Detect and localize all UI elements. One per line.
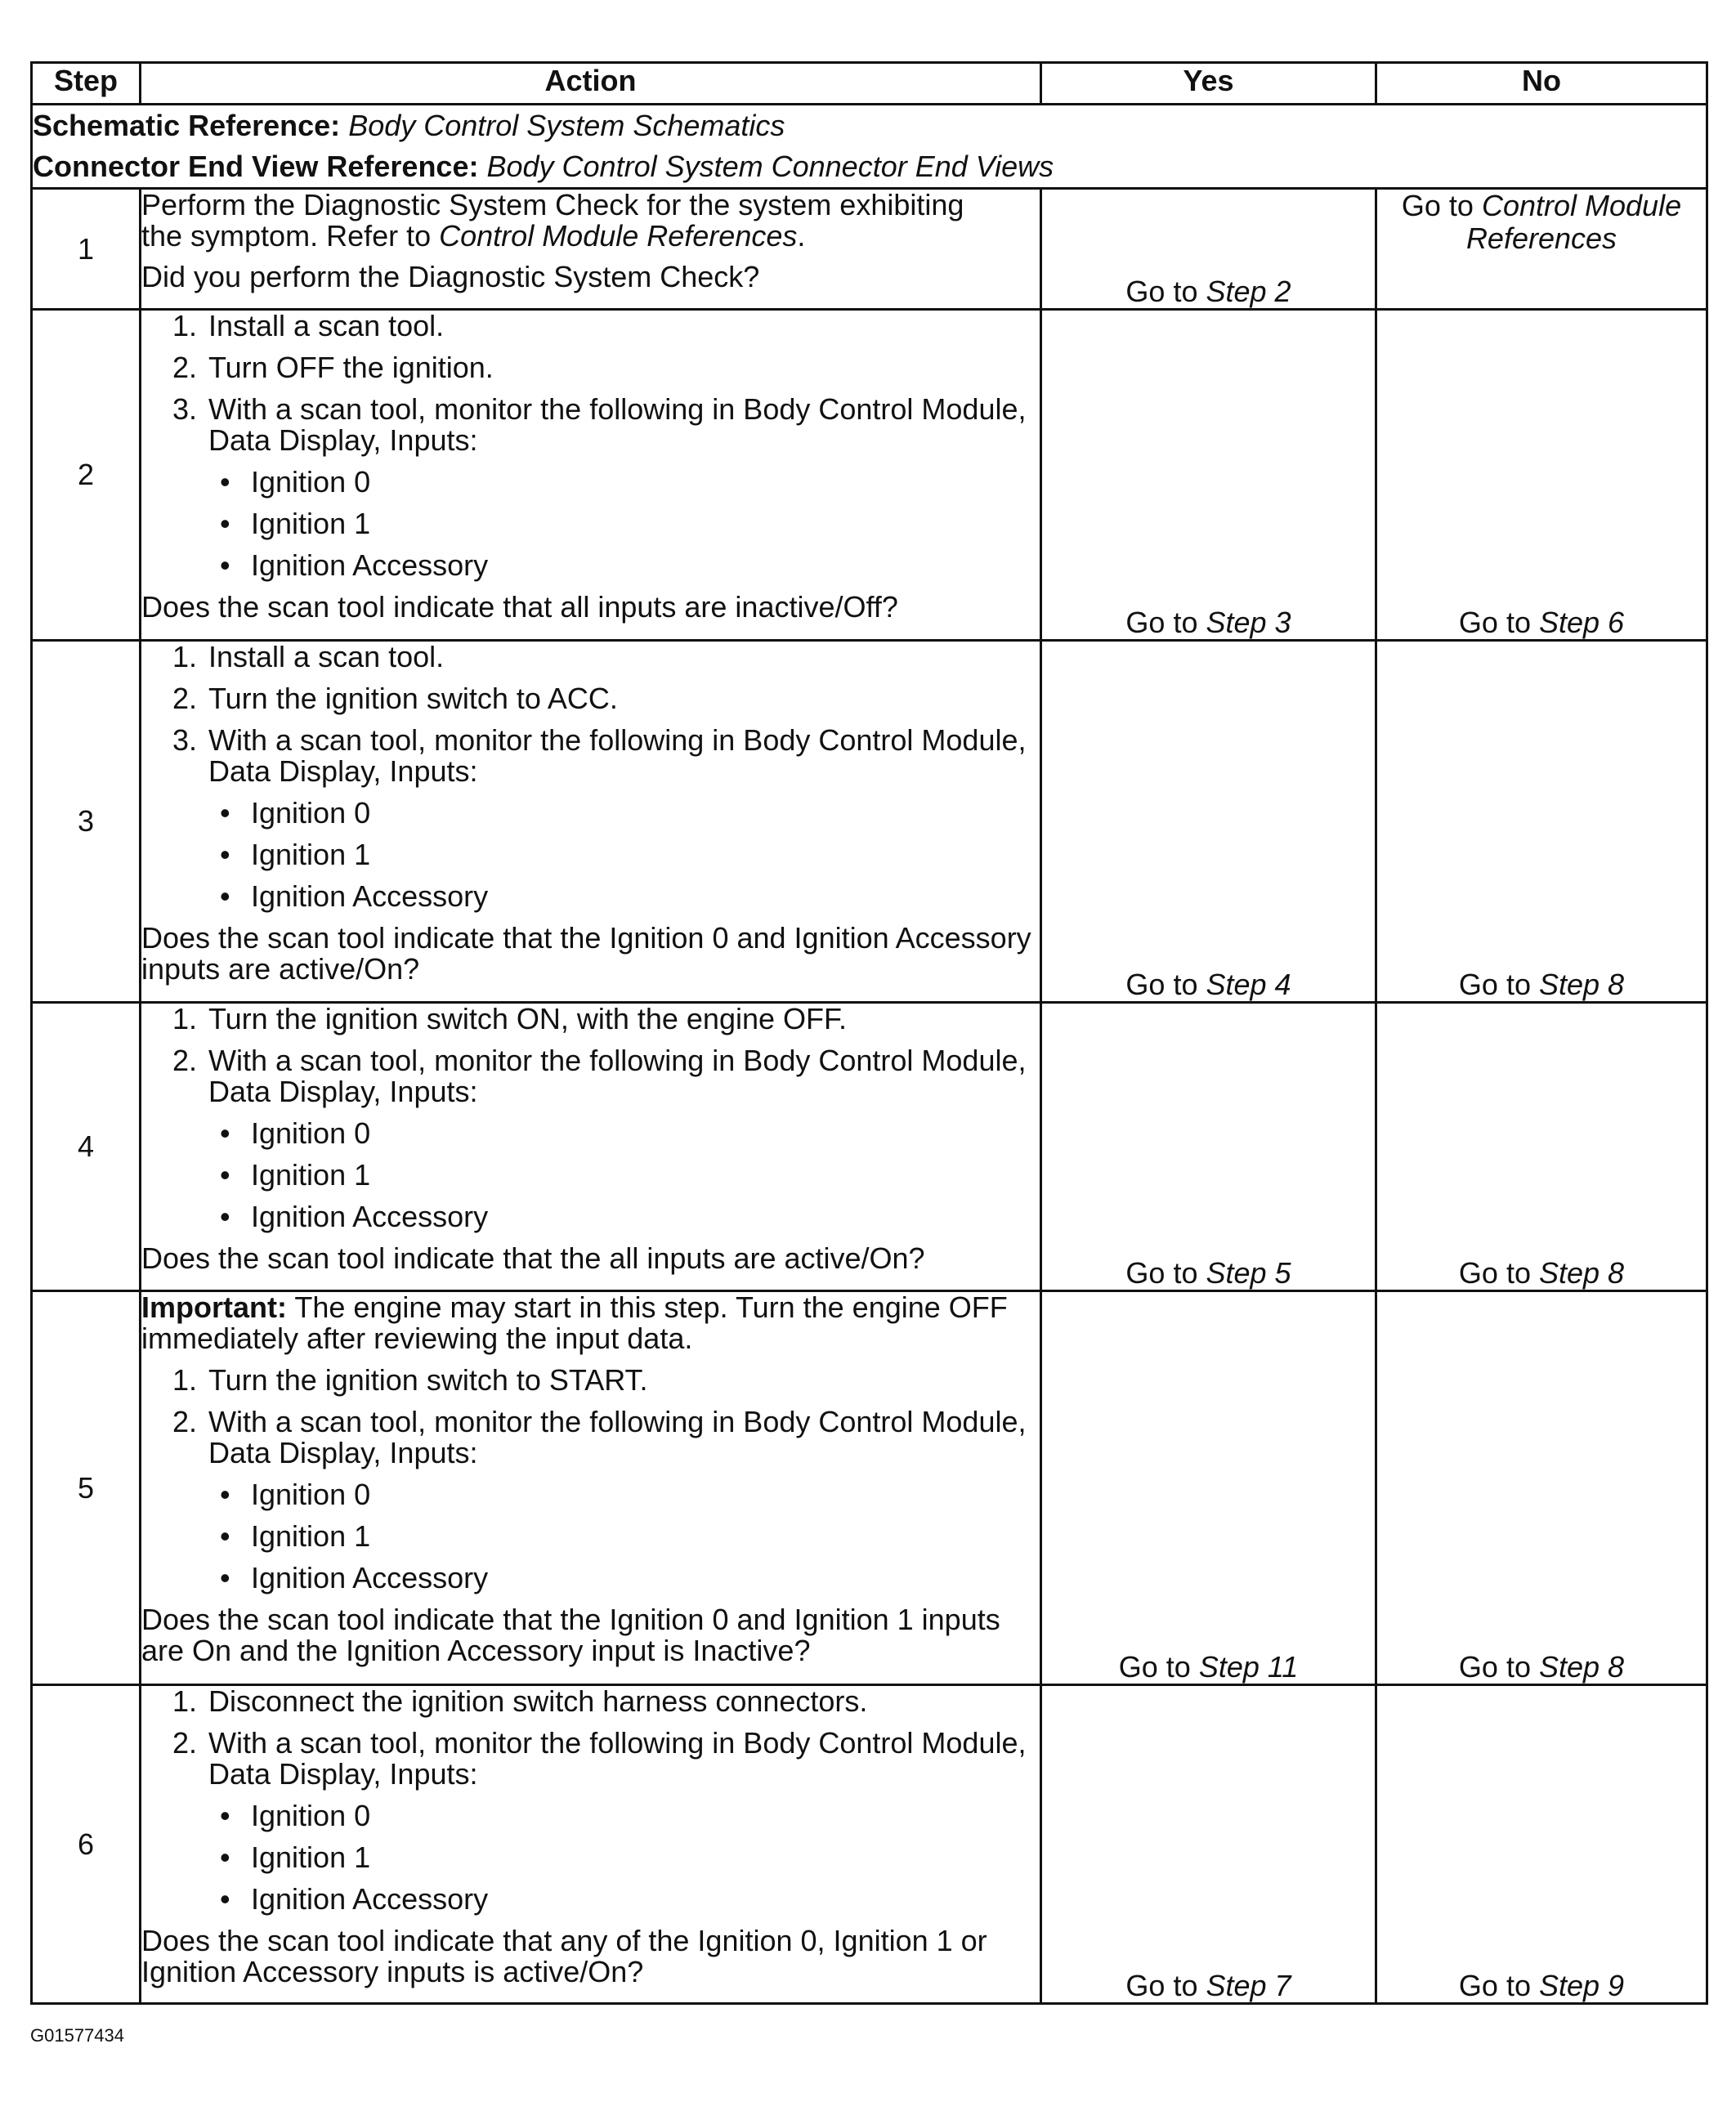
yes-step-link[interactable]: Step 2 [1206, 275, 1291, 308]
schematic-reference [33, 105, 1706, 146]
bullet-item: • Ignition Accessory [220, 1882, 489, 1916]
table-row [32, 1291, 1707, 1685]
yes-cell: Go to Step 2 [1041, 189, 1376, 310]
step-number: 1 [32, 189, 141, 310]
bullet-item: • Ignition Accessory [220, 1561, 489, 1594]
bullet-item: • Ignition 1 [220, 838, 371, 871]
reference-cell [32, 105, 1707, 189]
no-cell: Go to Step 8 [1376, 1003, 1707, 1291]
bullet-item: • Ignition 1 [220, 1519, 371, 1553]
yes-step-link[interactable]: Step 5 [1206, 1256, 1291, 1290]
step-question: Does the scan tool indicate that the Ignition 0 and Ignition 1 inputs are On and the Ignition Accessory input is Inactive? [141, 1603, 1000, 1667]
action-cell [141, 641, 1041, 1003]
action-cell [141, 1003, 1041, 1291]
step-number: 5 [32, 1291, 141, 1685]
table-row [32, 1003, 1707, 1291]
no-step-link[interactable]: Step 8 [1538, 1650, 1625, 1684]
step-number: 6 [32, 1685, 141, 2004]
list-item: 2. With a scan tool, monitor the following in Body Control Module, Data Display, Inputs: [172, 1726, 1027, 1791]
no-cell: Go to Step 9 [1376, 1685, 1707, 2004]
step-question: Does the scan tool indicate that any of the Ignition 0, Ignition 1 or Ignition Accessory inputs is active/On? [141, 1924, 987, 1988]
no-step-link[interactable]: Step 8 [1538, 1256, 1625, 1290]
no-cell: Go to Control Module References [1376, 189, 1707, 310]
header-yes: Yes [1041, 63, 1376, 105]
header-action: Action [141, 63, 1041, 105]
yes-cell: Go to Step 7 [1041, 1685, 1376, 2004]
no-step-link[interactable]: Step 6 [1538, 606, 1625, 639]
action-text: Perform the Diagnostic System Check for the system exhibiting the symptom. Refer to Control Module References. [141, 188, 964, 253]
bullet-item: • Ignition Accessory [220, 879, 489, 913]
no-cell: Go to Step 8 [1376, 1291, 1707, 1685]
list-item: 3. With a scan tool, monitor the following in Body Control Module, Data Display, Inputs: [172, 392, 1027, 457]
list-item: 1. Turn the ignition switch to START. [172, 1363, 648, 1397]
header-row [32, 63, 1707, 105]
bullet-item: • Ignition 0 [220, 796, 371, 830]
no-step-link[interactable]: Control Module References [1465, 189, 1682, 255]
connector-label: Connector End View Reference: [33, 150, 479, 183]
action-cell [141, 1291, 1041, 1685]
action-cell [141, 310, 1041, 641]
no-cell: Go to Step 6 [1376, 310, 1707, 641]
control-module-references-link[interactable]: Control Module References [439, 219, 798, 253]
bullet-item: • Ignition 0 [220, 1116, 371, 1150]
figure-id: G01577434 [30, 2025, 124, 2046]
yes-cell: Go to Step 5 [1041, 1003, 1376, 1291]
list-item: 3. With a scan tool, monitor the following in Body Control Module, Data Display, Inputs: [172, 723, 1027, 788]
header-no: No [1376, 63, 1707, 105]
schematic-label: Schematic Reference: [33, 109, 341, 142]
bullet-item: • Ignition Accessory [220, 1200, 489, 1233]
step-question: Does the scan tool indicate that all inputs are inactive/Off? [141, 590, 898, 624]
no-step-link[interactable]: Step 9 [1538, 1969, 1625, 2002]
table-row [32, 310, 1707, 641]
action-cell [141, 1685, 1041, 2004]
step-number: 3 [32, 641, 141, 1003]
yes-step-link[interactable]: Step 11 [1198, 1650, 1299, 1684]
list-item: 1. Install a scan tool. [172, 640, 445, 673]
list-item: 1. Install a scan tool. [172, 309, 445, 342]
yes-cell: Go to Step 11 [1041, 1291, 1376, 1685]
step-question: Does the scan tool indicate that the all inputs are active/On? [141, 1241, 925, 1275]
list-item: 2. Turn the ignition switch to ACC. [172, 682, 618, 715]
yes-step-link[interactable]: Step 3 [1206, 606, 1291, 639]
reference-row [32, 105, 1707, 189]
step-question: Did you perform the Diagnostic System Check? [141, 260, 760, 293]
yes-cell: Go to Step 3 [1041, 310, 1376, 641]
list-item: 2. With a scan tool, monitor the following in Body Control Module, Data Display, Inputs: [172, 1405, 1027, 1469]
step-question: Does the scan tool indicate that the Ignition 0 and Ignition Accessory inputs are active/On? [141, 921, 1031, 986]
action-cell [141, 189, 1041, 310]
list-item: 1. Turn the ignition switch ON, with the engine OFF. [172, 1002, 848, 1035]
table-row [32, 189, 1707, 310]
connector-link[interactable]: Body Control System Connector End Views [486, 150, 1054, 183]
step-number: 2 [32, 310, 141, 641]
bullet-item: • Ignition 1 [220, 1158, 371, 1192]
list-item: 1. Disconnect the ignition switch harness connectors. [172, 1684, 868, 1718]
connector-reference [33, 146, 1706, 187]
table-row [32, 641, 1707, 1003]
step-number: 4 [32, 1003, 141, 1291]
bullet-item: • Ignition 0 [220, 465, 371, 499]
list-item: 2. Turn OFF the ignition. [172, 351, 494, 384]
yes-cell: Go to Step 4 [1041, 641, 1376, 1003]
bullet-item: • Ignition 1 [220, 507, 371, 540]
schematic-link[interactable]: Body Control System Schematics [348, 109, 785, 142]
diagnostic-table [30, 61, 1708, 2005]
yes-step-link[interactable]: Step 4 [1206, 968, 1291, 1001]
table-row [32, 1685, 1707, 2004]
no-step-link[interactable]: Step 8 [1538, 968, 1625, 1001]
important-note: Important: The engine may start in this step. Turn the engine OFF immediately after reviewing the input data. [141, 1290, 1008, 1355]
no-cell: Go to Step 8 [1376, 641, 1707, 1003]
bullet-item: • Ignition 0 [220, 1799, 371, 1832]
bullet-item: • Ignition 0 [220, 1478, 371, 1511]
list-item: 2. With a scan tool, monitor the following in Body Control Module, Data Display, Inputs: [172, 1044, 1027, 1108]
bullet-item: • Ignition 1 [220, 1840, 371, 1874]
yes-step-link[interactable]: Step 7 [1206, 1969, 1291, 2002]
bullet-item: • Ignition Accessory [220, 548, 489, 582]
header-step: Step [32, 63, 141, 105]
